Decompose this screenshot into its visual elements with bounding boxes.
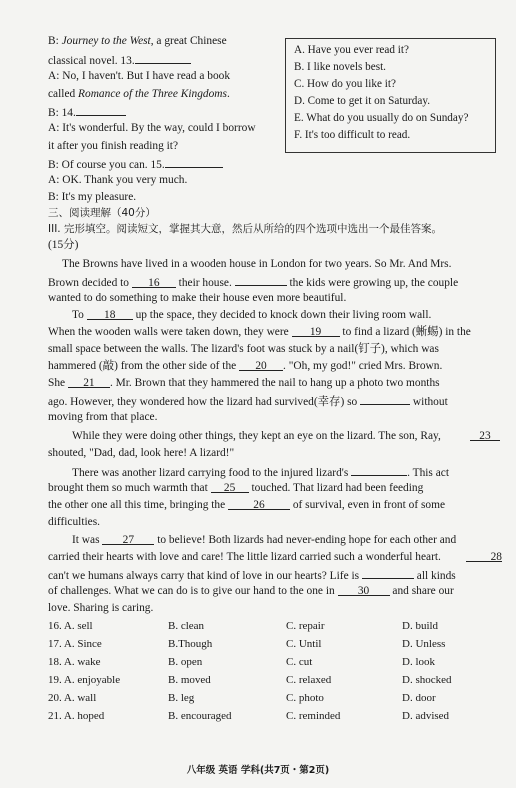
passage-line: difficulties.: [48, 516, 100, 528]
passage-line: [48, 498, 445, 512]
choice-17-d[interactable]: D. Unless: [402, 638, 446, 650]
choice-19-c[interactable]: C. relaxed: [286, 674, 332, 686]
passage-text: their house.: [175, 277, 235, 289]
answer-blank-13[interactable]: [135, 52, 191, 64]
dialogue-text: B: 14.: [48, 107, 76, 119]
passage-line: [72, 533, 456, 547]
passage-text: and share our: [389, 585, 454, 597]
passage-line: [72, 429, 441, 443]
passage-line: [72, 464, 449, 480]
answer-blank-16[interactable]: [132, 276, 176, 288]
answer-blank-14[interactable]: [76, 104, 126, 116]
answer-blank-29[interactable]: [362, 567, 414, 579]
answer-blank-28[interactable]: [466, 550, 502, 564]
passage-text: to believe! Both lizards had never-ending hope for each other and: [154, 534, 457, 546]
passage-text: . This act: [407, 467, 449, 479]
passage-text: can't we humans always carry that kind of love in our hearts? Life is: [48, 570, 362, 582]
passage-line: shouted, "Dad, dad, look here! A lizard!": [48, 447, 235, 459]
dialogue-line-7: it after you finish reading it?: [48, 140, 179, 152]
blank-line: [470, 429, 500, 441]
answer-blank-27[interactable]: [102, 533, 154, 545]
passage-line: [48, 393, 448, 409]
passage-text: of survival, even in front of some: [290, 499, 446, 511]
option-a: A. Have you ever read it?: [294, 44, 409, 56]
choice-18-d[interactable]: D. look: [402, 656, 435, 668]
blank-number: 27: [122, 534, 135, 546]
passage-text: While they were doing other things, they kept an eye on the lizard. The son, Ray,: [72, 430, 441, 442]
answer-blank-17[interactable]: [235, 274, 287, 286]
blank-number: 30: [357, 585, 370, 597]
passage-text: There was another lizard carrying food to the injured lizard's: [72, 467, 352, 479]
answer-blank-23[interactable]: [470, 429, 500, 443]
page-footer: 八年级 英语 学科(共7页・第2页): [186, 765, 330, 776]
blank-number: 16: [148, 277, 160, 289]
choice-19-b[interactable]: B. moved: [168, 674, 211, 686]
dialogue-line-3: A: No, I haven't. But I have read a book: [48, 70, 231, 82]
passage-text: She: [48, 377, 68, 389]
choice-18-b[interactable]: B. open: [168, 656, 203, 668]
dialogue-text: , a great Chinese: [150, 35, 227, 47]
choice-21-b[interactable]: B. encouraged: [168, 710, 232, 722]
option-d: D. Come to get it on Saturday.: [294, 95, 430, 107]
passage-text: brought them so much warmth that: [48, 482, 211, 494]
option-c: C. How do you like it?: [294, 78, 396, 90]
section-heading: 三、阅读理解（40分）: [48, 207, 156, 219]
dialogue-line-9: A: OK. Thank you very much.: [48, 174, 188, 186]
blank-number: 28: [490, 551, 502, 563]
speaker-b: B:: [48, 35, 62, 47]
passage-text: . Mr. Brown that they hammered the nail to hang up a photo two months: [109, 377, 440, 389]
passage-text: up the space, they decided to knock down their living room wall.: [132, 309, 432, 321]
choice-20-c[interactable]: C. photo: [286, 692, 324, 704]
choice-16-b[interactable]: B. clean: [168, 620, 205, 632]
option-b: B. I like novels best.: [294, 61, 386, 73]
passage-line: [48, 376, 440, 390]
dialogue-line-8: [48, 156, 223, 172]
choice-20-a[interactable]: 20. A. wall: [48, 692, 97, 704]
passage-text: Brown decided to: [48, 277, 132, 289]
option-e: E. What do you usually do on Sunday?: [294, 112, 469, 124]
choice-17-b[interactable]: B.Though: [168, 638, 213, 650]
choice-17-c[interactable]: C. Until: [286, 638, 322, 650]
passage-text: carried their hearts with love and care! The little lizard carried such a wonderful heart.: [48, 551, 441, 563]
passage-text: touched. That lizard had been feeding: [248, 482, 424, 494]
option-f: F. It's too difficult to read.: [294, 129, 411, 141]
answer-blank-21[interactable]: [68, 376, 110, 388]
dialogue-line-1: [48, 34, 227, 48]
choice-20-b[interactable]: B. leg: [168, 692, 195, 704]
answer-blank-30[interactable]: [338, 584, 390, 596]
answer-blank-18[interactable]: [87, 308, 133, 320]
passage-line: moving from that place.: [48, 411, 158, 423]
passage-line: [48, 550, 441, 564]
passage-text: of challenges. What we can do is to give our hand to the one in: [48, 585, 338, 597]
passage-text: When the wooden walls were taken down, they were: [48, 326, 292, 338]
passage-text: the other one all this time, bringing the: [48, 499, 228, 511]
passage-text: without: [410, 396, 448, 408]
passage-line: [48, 359, 442, 373]
answer-blank-25[interactable]: [211, 481, 249, 493]
passage-text: all kinds: [413, 570, 456, 582]
passage-text: to find a lizard (蜥蜴) in the: [339, 326, 471, 338]
dialogue-line-6: A: It's wonderful. By the way, could I borrow: [48, 122, 256, 134]
passage-line: The Browns have lived in a wooden house in London for two years. So Mr. And Mrs.: [62, 258, 452, 270]
passage-line: [48, 274, 458, 290]
blank-number: 18: [104, 309, 116, 321]
blank-number: 20: [255, 360, 267, 372]
passage-text: . "Oh, my god!" cried Mrs. Brown.: [283, 360, 443, 372]
passage-line: [72, 308, 431, 322]
choice-18-a[interactable]: 18. A. wake: [48, 656, 101, 668]
dialogue-text: classical novel. 13.: [48, 55, 135, 67]
answer-blank-24[interactable]: [351, 464, 407, 476]
blank-number: 23: [479, 430, 491, 442]
choice-16-d[interactable]: D. build: [402, 620, 439, 632]
dialogue-line-2: [48, 52, 191, 68]
passage-line: wanted to do something to make their house even more beautiful.: [48, 292, 347, 304]
choice-21-a[interactable]: 21. A. hoped: [48, 710, 105, 722]
answer-blank-22[interactable]: [360, 393, 410, 405]
dialogue-text: called: [48, 88, 79, 100]
blank-number: 19: [309, 326, 322, 338]
book-title: Journey to the West: [61, 35, 151, 47]
answer-blank-26[interactable]: [228, 498, 290, 510]
passage-text: the kids were growing up, the couple: [286, 277, 459, 289]
answer-blank-19[interactable]: [292, 325, 340, 337]
blank-number: 21: [83, 377, 95, 389]
blank-number: 26: [253, 499, 265, 511]
choice-16-a[interactable]: 16. A. sell: [48, 620, 93, 632]
passage-line: [48, 325, 471, 339]
dialogue-line-4: [48, 87, 230, 101]
choice-19-a[interactable]: 19. A. enjoyable: [48, 674, 121, 686]
dialogue-line-5: [48, 104, 126, 120]
choice-19-d[interactable]: D. shocked: [402, 674, 452, 686]
passage-text: ago. However, they wondered how the lizard had survived(幸存) so: [48, 396, 361, 408]
choice-18-c[interactable]: C. cut: [286, 656, 313, 668]
choice-17-a[interactable]: 17. A. Since: [48, 638, 102, 650]
choice-21-d[interactable]: D. advised: [402, 710, 450, 722]
blank-line: [466, 550, 502, 562]
passage-text: hammered (敲) from the other side of the: [48, 360, 240, 372]
section-instruction: III. 完形填空。阅读短文，掌握其大意，然后从所给的四个选项中选出一个最佳答案。: [48, 223, 442, 235]
passage-text: It was: [72, 534, 103, 546]
answer-blank-15[interactable]: [165, 156, 223, 168]
dialogue-line-10: B: It's my pleasure.: [48, 191, 137, 203]
answer-blank-20[interactable]: [239, 359, 283, 371]
dialogue-text: B: Of course you can. 15.: [48, 159, 165, 171]
passage-line: love. Sharing is caring.: [48, 602, 154, 614]
passage-line: [48, 481, 423, 495]
passage-line: [48, 584, 454, 598]
choice-21-c[interactable]: C. reminded: [286, 710, 341, 722]
passage-line: small space between the walls. The lizard's foot was stuck by a nail(钉子), which was: [48, 343, 439, 355]
book-title: Romance of the Three Kingdoms: [78, 88, 227, 100]
blank-number: 25: [223, 482, 236, 494]
dialogue-text: .: [226, 88, 230, 100]
section-points: (15分): [48, 239, 79, 251]
choice-16-c[interactable]: C. repair: [286, 620, 325, 632]
passage-line: [48, 567, 456, 583]
options-box: [285, 38, 496, 153]
passage-text: To: [72, 309, 87, 321]
choice-20-d[interactable]: D. door: [402, 692, 436, 704]
